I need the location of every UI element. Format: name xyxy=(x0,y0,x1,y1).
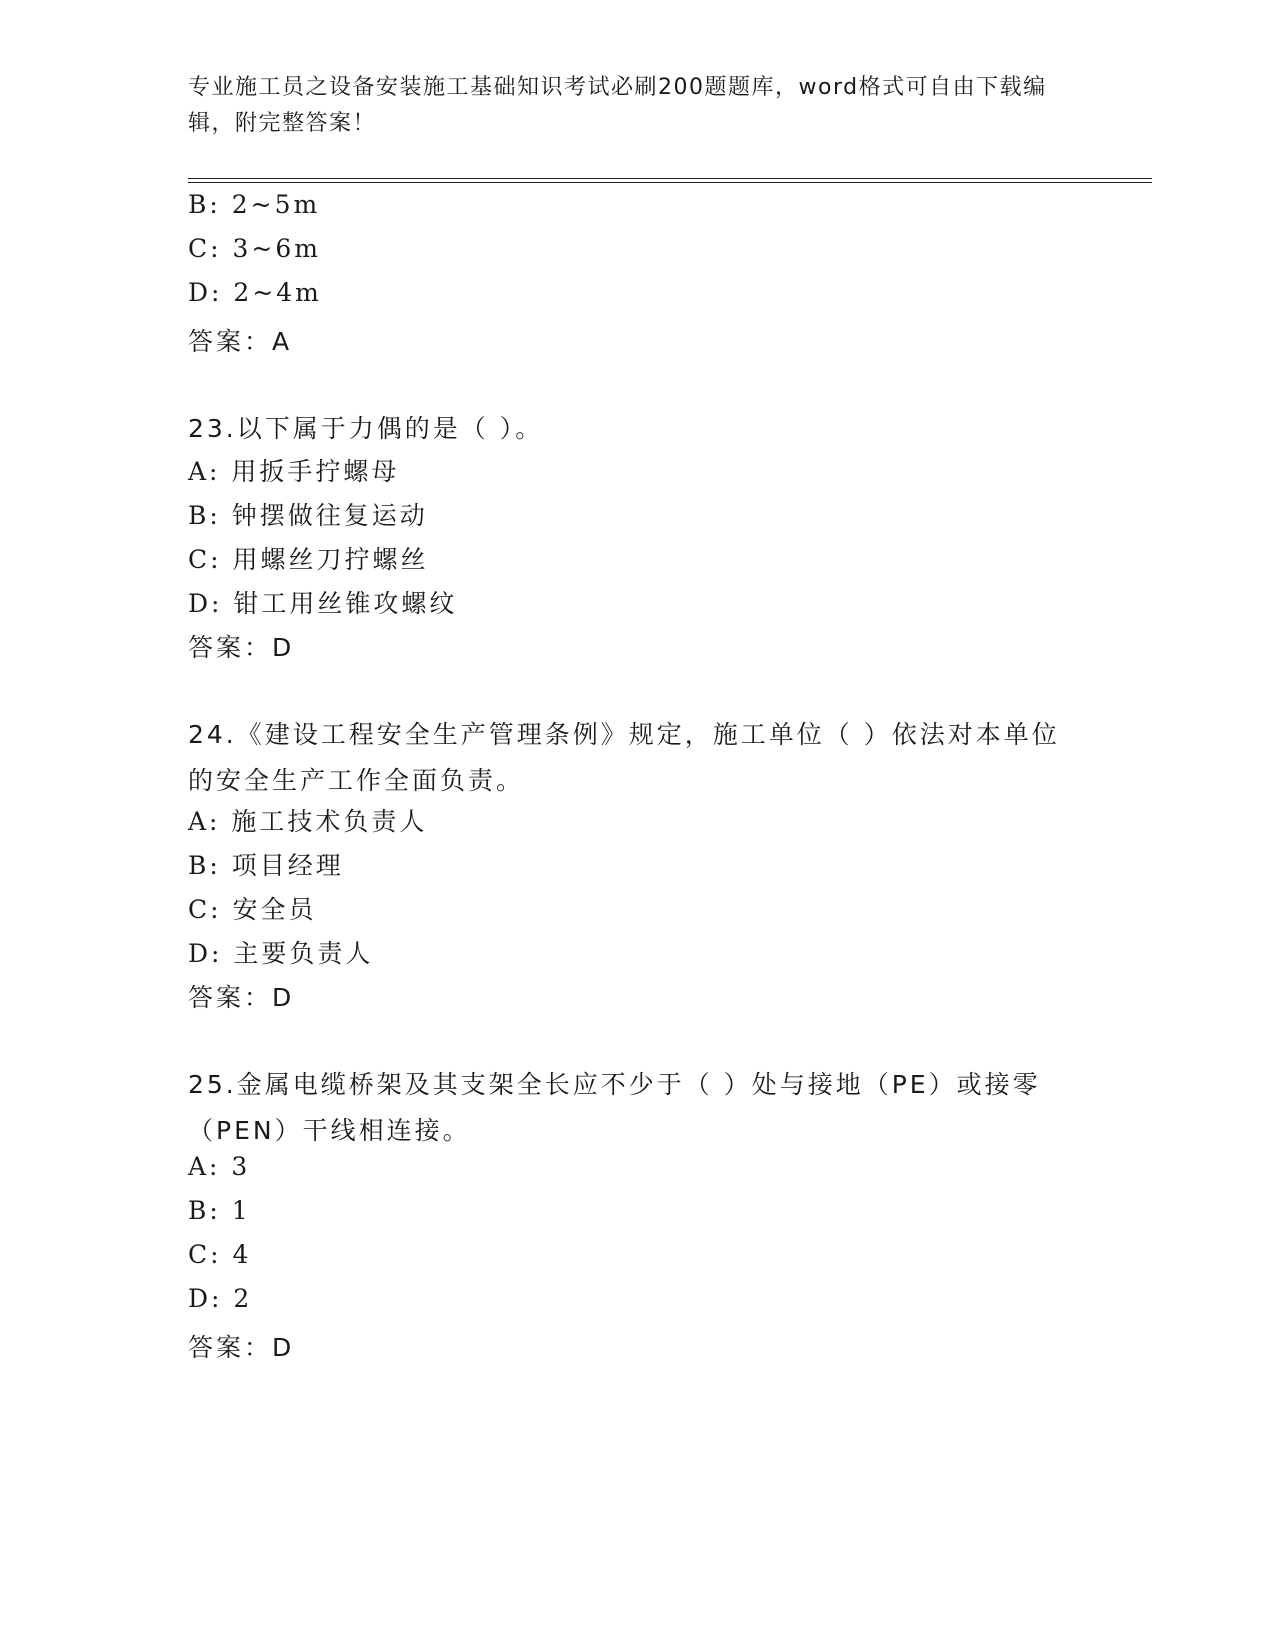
header-divider-bottom xyxy=(188,182,1152,183)
q25-option-a: A: 3 xyxy=(188,1152,251,1181)
q24-stem: 24.《建设工程安全生产管理条例》规定，施工单位（ ）依法对本单位的安全生产工作全面负责。 xyxy=(188,720,1060,795)
q25-option-c: C: 4 xyxy=(188,1240,252,1269)
q22-answer: 答案：A xyxy=(188,327,293,356)
q24-option-b: B: 项目经理 xyxy=(188,851,344,880)
q24-option-d: D: 主要负责人 xyxy=(188,939,374,968)
document-header: 专业施工员之设备安装施工基础知识考试必刷200题题库，word格式可自由下载编辑，附完整答案！ xyxy=(188,75,1047,136)
q25-option-d: D: 2 xyxy=(188,1284,253,1313)
q23-option-a: A: 用扳手拧螺母 xyxy=(188,457,400,486)
q24-option-a: A: 施工技术负责人 xyxy=(188,807,428,836)
q23-stem: 23.以下属于力偶的是（ ）。 xyxy=(188,414,544,443)
q25-stem: 25.金属电缆桥架及其支架全长应不少于（ ）处与接地（PE）或接零（PEN）干线相连接。 xyxy=(188,1070,1041,1145)
q25-option-b: B: 1 xyxy=(188,1196,251,1225)
q23-answer: 答案：D xyxy=(188,633,295,662)
q24-option-c: C: 安全员 xyxy=(188,895,317,924)
q23-option-d: D: 钳工用丝锥攻螺纹 xyxy=(188,589,458,618)
q24-answer: 答案：D xyxy=(188,983,295,1012)
q22-option-d: D: 2~4m xyxy=(188,278,322,307)
q23-option-b: B: 钟摆做往复运动 xyxy=(188,501,428,530)
q25-answer: 答案：D xyxy=(188,1333,295,1362)
q22-option-b: B: 2~5m xyxy=(188,190,321,219)
header-divider-top xyxy=(188,178,1152,179)
q22-option-c: C: 3~6m xyxy=(188,234,321,263)
q23-option-c: C: 用螺丝刀拧螺丝 xyxy=(188,545,429,574)
